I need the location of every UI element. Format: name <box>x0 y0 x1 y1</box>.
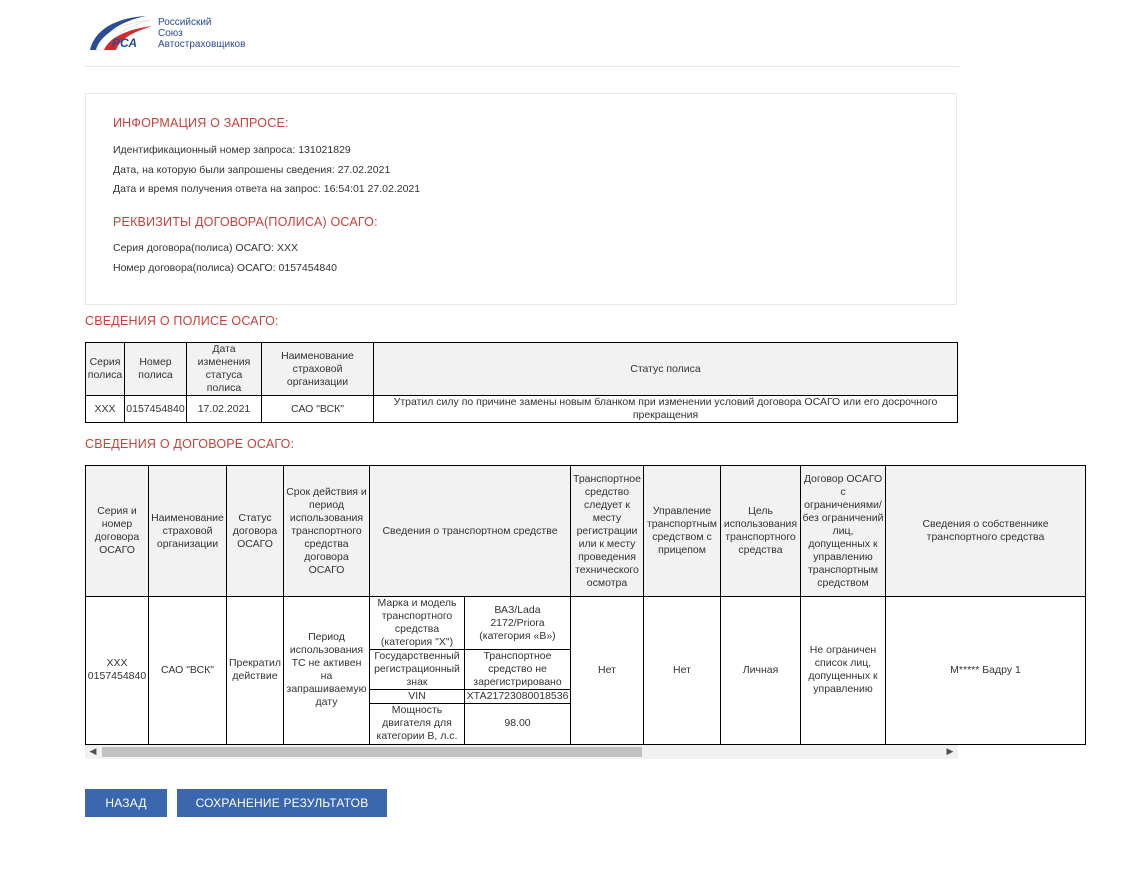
policy-section-title: СВЕДЕНИЯ О ПОЛИСЕ ОСАГО: <box>85 314 279 328</box>
logo-line-1: Российский <box>158 17 212 28</box>
vehicle-plate-label: Государственный регистрационный знак <box>370 650 465 690</box>
contract-header-trailer: Управление транспортным средством с прицепом <box>644 466 721 597</box>
policy-cell-status-date: 17.02.2021 <box>187 396 262 423</box>
vehicle-power-value: 98.00 <box>465 704 571 744</box>
contract-cell-to-registration: Нет <box>571 597 644 745</box>
policy-table <box>85 342 958 423</box>
contract-cell-series-number: ХХХ 0157454840 <box>86 597 149 745</box>
vehicle-plate-value: Транспортное средство не зарегистрировано <box>465 650 571 690</box>
policy-header-insurer: Наименование страховой организации <box>262 343 374 396</box>
contract-header-restrictions: Договор ОСАГО с ограничениями/ без ограничений лиц, допущенных к управлению транспортным средством <box>801 466 886 597</box>
contract-number-line: Номер договора(полиса) ОСАГО: 0157454840 <box>113 262 337 274</box>
contract-section-title: СВЕДЕНИЯ О ДОГОВОРЕ ОСАГО: <box>85 437 295 451</box>
policy-header-series: Серия полиса <box>86 343 125 396</box>
request-date-line: Дата, на которую были запрошены сведения: 27.02.2021 <box>113 164 391 176</box>
request-info-title: ИНФОРМАЦИЯ О ЗАПРОСЕ: <box>113 116 289 130</box>
contract-header-status: Статус договора ОСАГО <box>227 466 284 597</box>
contract-cell-status: Прекратил действие <box>227 597 284 745</box>
policy-cell-number: 0157454840 <box>125 396 187 423</box>
header-divider <box>85 66 959 67</box>
contract-table <box>85 465 1086 745</box>
scroll-left-arrow-icon[interactable]: ◀ <box>89 746 97 756</box>
policy-header-status-date: Дата изменения статуса полиса <box>187 343 262 396</box>
contract-cell-restrictions: Не ограничен список лиц, допущенных к управлению <box>801 597 886 745</box>
vehicle-make-value: ВАЗ/Lada 2172/Priora (категория «В») <box>465 597 571 650</box>
contract-header-series-number: Серия и номер договора ОСАГО <box>86 466 149 597</box>
request-id-line: Идентификационный номер запроса: 131021829 <box>113 144 351 156</box>
contract-header-insurer: Наименование страховой организации <box>149 466 227 597</box>
policy-header-status: Статус полиса <box>374 343 958 396</box>
policy-cell-insurer: САО "ВСК" <box>262 396 374 423</box>
table-row <box>86 396 958 423</box>
rsa-logo[interactable] <box>86 14 266 54</box>
contract-requisites-title: РЕКВИЗИТЫ ДОГОВОРА(ПОЛИСА) ОСАГО: <box>113 215 378 229</box>
vehicle-vin-value: ХТА21723080018536 <box>465 690 571 704</box>
contract-cell-trailer: Нет <box>644 597 721 745</box>
contract-cell-purpose: Личная <box>721 597 801 745</box>
contract-series-line: Серия договора(полиса) ОСАГО: ХХХ <box>113 242 299 254</box>
contract-cell-insurer: САО "ВСК" <box>149 597 227 745</box>
table-row <box>86 597 1086 745</box>
contract-header-owner: Сведения о собственнике транспортного средства <box>886 466 1086 597</box>
logo-line-3: Автостраховщиков <box>158 39 246 50</box>
horizontal-scrollbar[interactable] <box>85 745 958 759</box>
contract-cell-owner: М***** Бадру 1 <box>886 597 1086 745</box>
contract-cell-vehicle <box>370 597 571 745</box>
save-results-button[interactable]: СОХРАНЕНИЕ РЕЗУЛЬТАТОВ <box>177 789 387 817</box>
logo-mark: РСА <box>112 36 138 50</box>
contract-header-period: Срок действия и период использования транспортного средства договора ОСАГО <box>284 466 370 597</box>
contract-table-scroll-area[interactable] <box>85 465 1049 745</box>
scrollbar-thumb[interactable] <box>102 747 642 757</box>
rsa-logo-icon <box>86 14 156 54</box>
vehicle-power-label: Мощность двигателя для категории В, л.с. <box>370 704 465 744</box>
policy-header-number: Номер полиса <box>125 343 187 396</box>
contract-cell-period: Период использования ТС не активен на запрашиваемую дату <box>284 597 370 745</box>
scroll-right-arrow-icon[interactable]: ▶ <box>946 746 954 756</box>
vehicle-vin-label: VIN <box>370 690 465 704</box>
logo-text <box>158 17 245 50</box>
back-button[interactable]: НАЗАД <box>85 789 167 817</box>
response-datetime-line: Дата и время получения ответа на запрос: 16:54:01 27.02.2021 <box>113 183 421 195</box>
contract-header-vehicle: Сведения о транспортном средстве <box>370 466 571 597</box>
request-info-panel <box>85 93 957 305</box>
logo-line-2: Союз <box>158 28 183 39</box>
contract-header-to-registration: Транспортное средство следует к месту регистрации или к месту проведения технического осмотра <box>571 466 644 597</box>
vehicle-make-label: Марка и модель транспортного средства (категория "Х") <box>370 597 465 650</box>
vehicle-details-table <box>370 597 570 744</box>
contract-header-purpose: Цель использования транспортного средства <box>721 466 801 597</box>
policy-cell-series: ХХХ <box>86 396 125 423</box>
policy-cell-status: Утратил силу по причине замены новым бланком при изменении условий договора ОСАГО или его досрочного прекращения <box>374 396 958 423</box>
